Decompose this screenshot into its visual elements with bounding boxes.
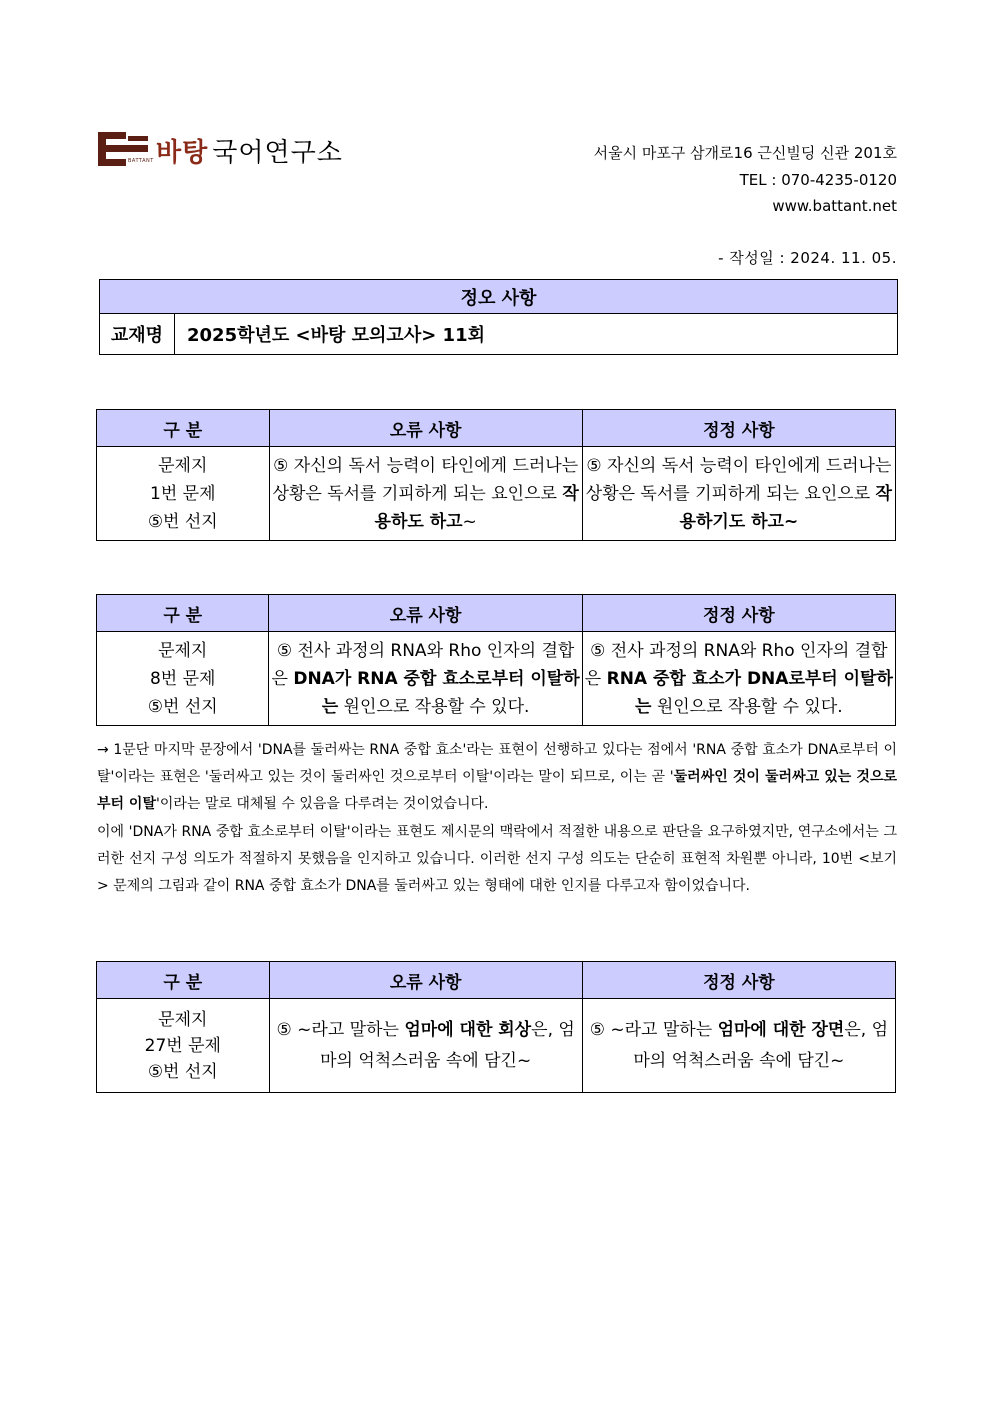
errata-header-table — [99, 279, 898, 355]
correction-cell: ⑤ 자신의 독서 능력이 타인에게 드러나는 상황은 독서를 기피하게 되는 요인으로 작용하기도 하고~ — [582, 447, 895, 541]
category-header: 구 분 — [97, 595, 269, 632]
location-cell: 문제지 8번 문제 ⑤번 선지 — [97, 632, 269, 726]
note-paragraph-1: → 1문단 마지막 문장에서 'DNA를 둘러싸는 RNA 중합 효소'라는 표현이 선행하고 있다는 점에서 'RNA 중합 효소가 DNA로부터 이탈'이라는 표현은 '둘러싸고 있는 것이 둘러싸인 것으로부터 이탈'이라는 말이 되므로, 이는 곧 '둘러싸인 것이 둘러싸고 있는 것으로부터 이탈'이라는 말로 대체될 수 있음을 다루려는 것이었습니다. — [97, 742, 897, 813]
logo-small-text: BATTANT — [128, 158, 154, 164]
telephone: TEL : 070-4235-0120 — [739, 170, 897, 189]
created-date: - 작성일 : 2024. 11. 05. — [718, 249, 897, 267]
error-cell: ⑤ 전사 과정의 RNA와 Rho 인자의 결합은 DNA가 RNA 중합 효소로부터 이탈하는 원인으로 작용할 수 있다. — [269, 632, 582, 726]
logo-name: 국어연구소 — [212, 137, 343, 168]
location-cell: 문제지 1번 문제 ⑤번 선지 — [97, 447, 270, 541]
errata-title: 정오 사항 — [100, 280, 898, 314]
logo-mark-icon — [98, 132, 154, 168]
website: www.battant.net — [772, 197, 897, 215]
error-header: 오류 사항 — [269, 962, 582, 999]
errata-table-1 — [96, 409, 896, 541]
explanation-note — [97, 737, 897, 900]
location-cell: 문제지 27번 문제 ⑤번 선지 — [97, 999, 270, 1093]
logo — [98, 130, 343, 170]
correction-header: 정정 사항 — [582, 595, 895, 632]
error-cell: ⑤ ~라고 말하는 엄마에 대한 회상은, 엄마의 억척스러움 속에 담긴~ — [269, 999, 582, 1093]
error-header: 오류 사항 — [269, 410, 582, 447]
logo-brand: 바탕 — [156, 137, 209, 168]
correction-header: 정정 사항 — [582, 962, 895, 999]
error-cell: ⑤ 자신의 독서 능력이 타인에게 드러나는 상황은 독서를 기피하게 되는 요인으로 작용하도 하고~ — [269, 447, 582, 541]
book-label: 교재명 — [100, 314, 175, 355]
book-name: 2025학년도 <바탕 모의고사> 11회 — [175, 314, 898, 355]
category-header: 구 분 — [97, 410, 270, 447]
category-header: 구 분 — [97, 962, 270, 999]
address: 서울시 마포구 삼개로16 근신빌딩 신관 201호 — [593, 144, 897, 162]
contact-info — [594, 140, 897, 220]
correction-cell: ⑤ 전사 과정의 RNA와 Rho 인자의 결합은 RNA 중합 효소가 DNA로부터 이탈하는 원인으로 작용할 수 있다. — [582, 632, 895, 726]
errata-table-3 — [96, 961, 896, 1093]
errata-table-2 — [96, 594, 896, 726]
correction-header: 정정 사항 — [582, 410, 895, 447]
note-paragraph-2: 이에 'DNA가 RNA 중합 효소로부터 이탈'이라는 표현도 제시문의 맥락에서 적절한 내용으로 판단을 요구하였지만, 연구소에서는 그러한 선지 구성 의도가 적절하지 못했음을 인지하고 있습니다. 이러한 선지 구성 의도는 단순히 표현적 차원뿐 아니라, 10번 <보기> 문제의 그림과 같이 RNA 중합 효소가 DNA를 둘러싸고 있는 형태에 대한 인지를 다루고자 함이었습니다. — [97, 823, 897, 895]
error-header: 오류 사항 — [269, 595, 582, 632]
correction-cell: ⑤ ~라고 말하는 엄마에 대한 장면은, 엄마의 억척스러움 속에 담긴~ — [582, 999, 895, 1093]
